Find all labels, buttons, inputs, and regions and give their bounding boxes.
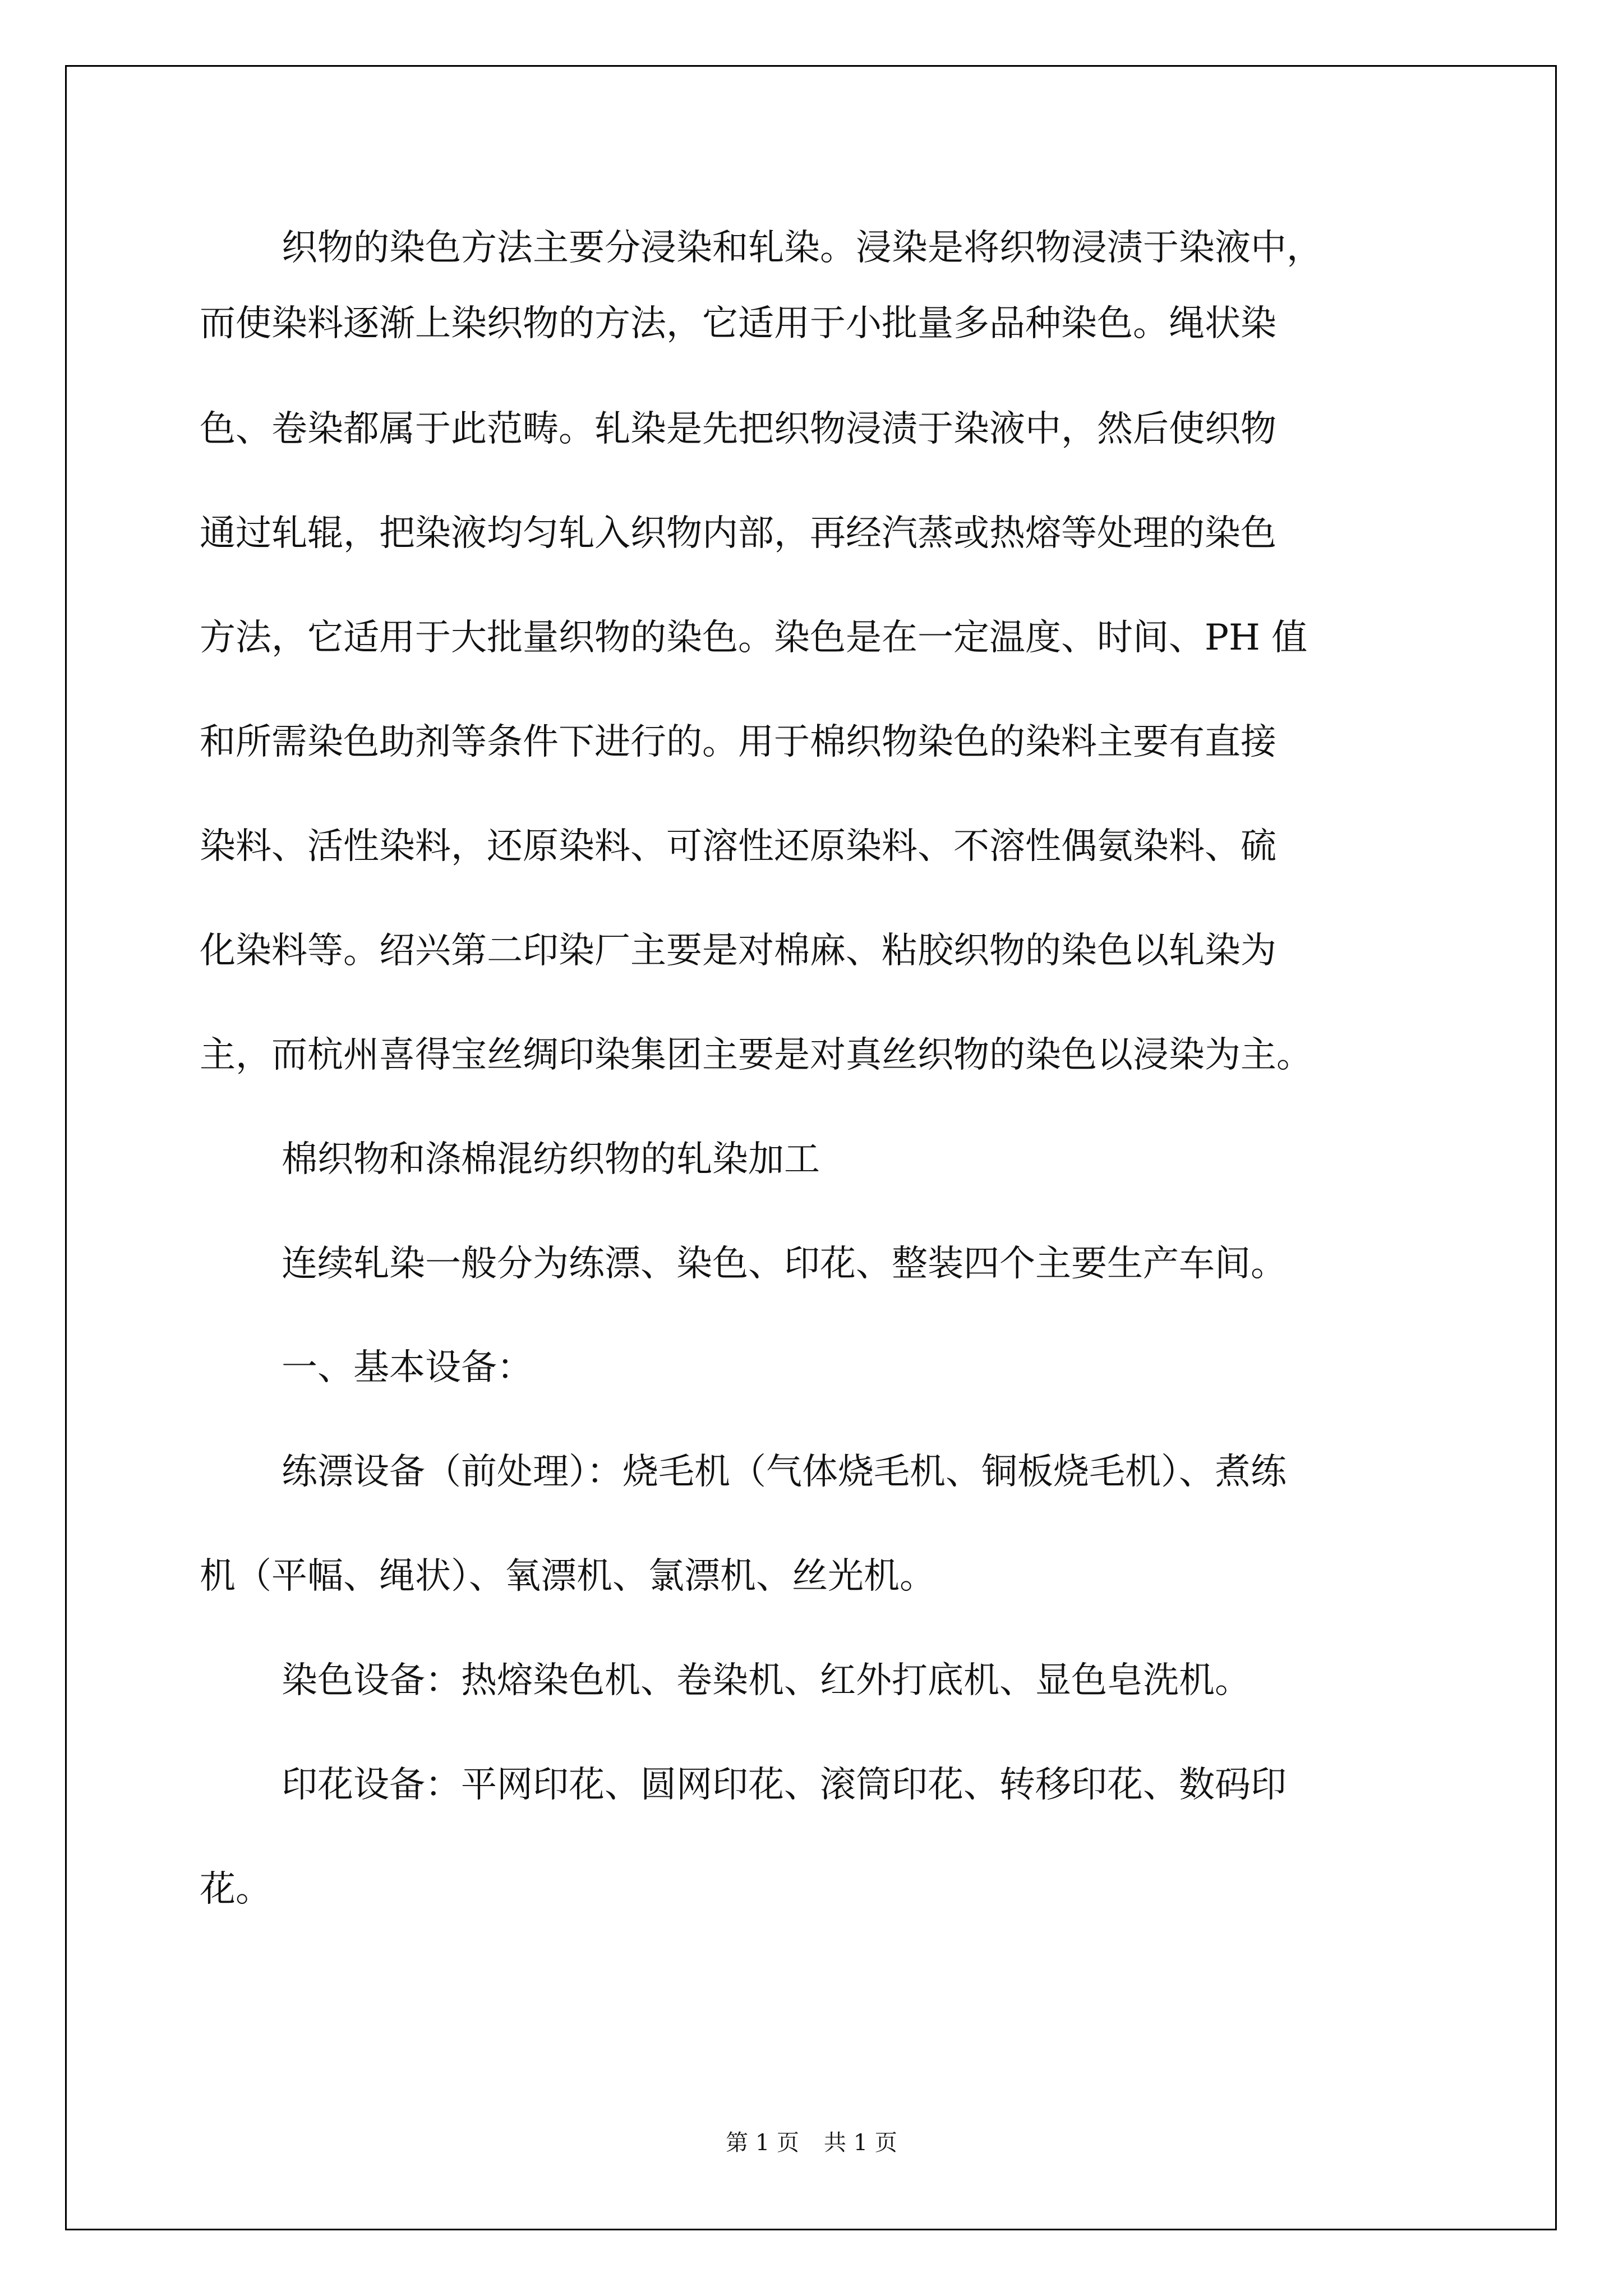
section-heading: 棉织物和涤棉混纺织物的轧染加工: [282, 1139, 820, 1180]
paragraph-line: 花。: [200, 1869, 271, 1910]
paragraph-line: 染色设备：热熔染色机、卷染机、红外打底机、显色皂洗机。: [282, 1660, 1251, 1701]
page-footer: [0, 2132, 1623, 2154]
page-number-current: 第 1 页: [726, 2130, 799, 2156]
paragraph-line: 化染料等。绍兴第二印染厂主要是对棉麻、粘胶织物的染色以轧染为: [200, 930, 1276, 972]
paragraph-line: 机（平幅、绳状）、氧漂机、氯漂机、丝光机。: [200, 1556, 935, 1597]
paragraph-line: 而使染料逐渐上染织物的方法，它适用于小批量多品种染色。绳状染: [200, 303, 1276, 344]
paragraph-line: 练漂设备（前处理）：烧毛机（气体烧毛机、铜板烧毛机）、煮练: [282, 1451, 1287, 1493]
paragraph-line: 和所需染色助剂等条件下进行的。用于棉织物染色的染料主要有直接: [200, 721, 1276, 763]
paragraph-line: 通过轧辊，把染液均匀轧入织物内部，再经汽蒸或热熔等处理的染色: [200, 513, 1276, 554]
paragraph-line: 染料、活性染料，还原染料、可溶性还原染料、不溶性偶氨染料、硫: [200, 826, 1276, 867]
page-number-total: 共 1 页: [824, 2130, 897, 2156]
paragraph-line: 主，而杭州喜得宝丝绸印染集团主要是对真丝织物的染色以浸染为主。: [200, 1034, 1312, 1076]
paragraph-line: 印花设备：平网印花、圆网印花、滚筒印花、转移印花、数码印: [282, 1764, 1287, 1806]
paragraph-line: 连续轧染一般分为练漂、染色、印花、整装四个主要生产车间。: [282, 1243, 1287, 1285]
paragraph-line: 织物的染色方法主要分浸染和轧染。浸染是将织物浸渍于染液中，: [282, 227, 1322, 269]
paragraph-line: 色、卷染都属于此范畴。轧染是先把织物浸渍于染液中，然后使织物: [200, 408, 1276, 450]
paragraph-line: 方法，它适用于大批量织物的染色。染色是在一定温度、时间、PH 值: [200, 617, 1308, 659]
list-heading: 一、基本设备：: [282, 1347, 533, 1388]
